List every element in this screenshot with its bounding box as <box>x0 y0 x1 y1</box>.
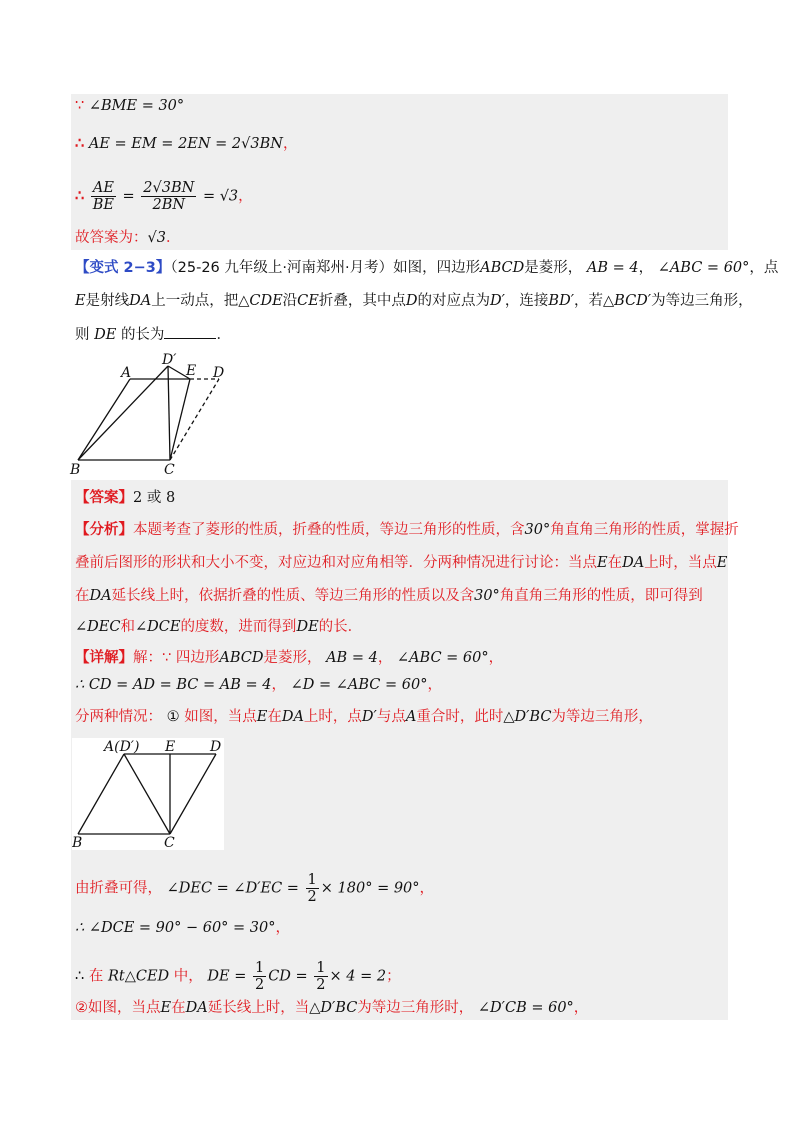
half-fraction-1: $\frac{1}{2}$ <box>307 872 317 905</box>
solution-block-top <box>71 94 728 250</box>
answer-tag: 【答案】 <box>75 490 133 506</box>
label-E: E <box>186 363 197 379</box>
label-B2: B <box>72 835 83 850</box>
label-C2: C <box>164 835 175 850</box>
label-A: A <box>121 365 132 381</box>
problem-line-1: 【变式 2−3】（25-26 九年级上·河南郑州·月考）如图，四边形ABCD是菱形， AB = 4， ∠ABC = 60°，点 <box>75 260 779 276</box>
ratio-fraction-right: $\frac{2√3BN}{2BN}$ <box>143 180 195 213</box>
label-A-D-prime: A(D′) <box>104 739 140 755</box>
analysis-line-1: 【分析】本题考查了菱形的性质，折叠的性质，等边三角形的性质，含30°角直角三角形的性质，掌握折 <box>75 522 739 538</box>
ratio-fraction-left: $\frac{AE}{BE}$ <box>92 180 114 213</box>
step-fold-line: 由折叠可得， ∠DEC = ∠D′EC = $\frac{1}{2}$ × 180° = 90°， <box>75 872 435 905</box>
case1-figure <box>72 738 224 850</box>
analysis-line-3: 在DA延长线上时，依据折叠的性质、等边三角形的性质以及含30°角直角三角形的性质，即可得到 <box>75 588 703 604</box>
given-angle-line: ∵ ∠BME = 30° <box>75 98 185 114</box>
step-angle-line: ∴ ∠DCE = 90° − 60° = 30°， <box>75 920 290 936</box>
analysis-tag: 【分析】 <box>75 522 133 538</box>
label-B: B <box>70 462 81 478</box>
half-fraction-2: $\frac{1}{2}$ <box>254 960 265 993</box>
half-fraction-3: $\frac{1}{2}$ <box>316 960 326 993</box>
label-D2: D <box>210 739 222 755</box>
problem-line-3: 则 DE 的长为 ． <box>75 324 231 345</box>
problem-tag: 【变式 2−3】 <box>75 260 171 276</box>
label-C: C <box>164 462 175 478</box>
analysis-line-4: ∠DEC和∠DCE的度数，进而得到DE的长． <box>75 619 363 635</box>
detail-tag: 【详解】 <box>75 650 133 666</box>
segment-equality-line: ∴ AE = EM = 2EN = 2√3BN， <box>75 135 298 152</box>
step-case2-line: ②如图，当点E在DA延长线上时，当△D′BC为等边三角形时， ∠D′CB = 60°， <box>75 1000 589 1016</box>
step-de-line: ∴ 在 Rt△CED 中， DE = $\frac{1}{2}$ CD = $\frac{1}{2}$ × 4 = 2； <box>75 960 401 993</box>
analysis-line-2: 叠前后图形的形状和大小不变，对应边和对应角相等．分两种情况进行讨论：当点E在DA上时，当点E <box>75 555 728 571</box>
rhombus-fold-figure <box>68 350 238 478</box>
detail-line-3: 分两种情况： ① 如图，当点E在DA上时，点D′与点A重合时，此时△D′BC为等边三角形， <box>75 709 653 725</box>
answer-line-top: 故答案为：√3． <box>75 230 181 246</box>
detail-line-1: 【详解】解：∵ 四边形ABCD是菱形， AB = 4， ∠ABC = 60°， <box>75 650 504 666</box>
problem-line-2: E是射线DA上一动点，把△CDE沿CE折叠，其中点D的对应点为D′，连接BD′，若△BCD′为等边三角形， <box>75 293 753 309</box>
detail-line-2: ∴ CD = AD = BC = AB = 4， ∠D = ∠ABC = 60°， <box>75 677 442 693</box>
label-D-prime: D′ <box>162 352 177 368</box>
answer-line: 【答案】2 或 8 <box>75 490 176 506</box>
answer-blank[interactable] <box>164 324 216 339</box>
ratio-line: ∴ $\frac{AE}{BE}$ = $\frac{2√3BN}{2BN}$ = √3， <box>75 180 253 213</box>
label-D: D <box>213 365 225 381</box>
label-E2: E <box>165 739 176 755</box>
